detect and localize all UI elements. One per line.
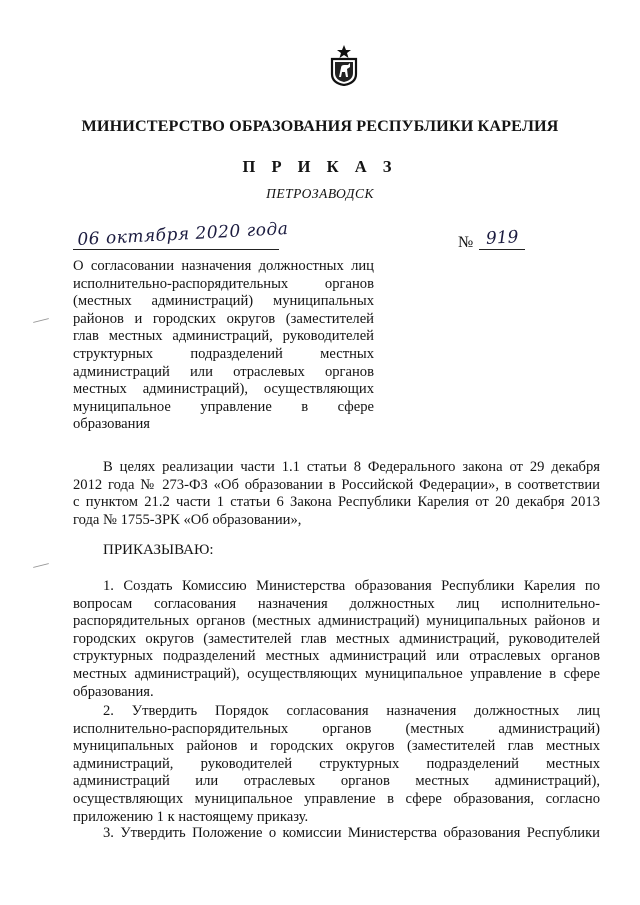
paragraph-line: 2012 года № 273-ФЗ «Об образовании в Российской Федерации», в соответствии — [73, 476, 600, 493]
paragraph-line: В целях реализации части 1.1 статьи 8 Федерального закона от 29 декабря — [103, 459, 600, 475]
decree-heading: ПРИКАЗЫВАЮ: — [103, 542, 214, 558]
subject-line: глав местных администраций, руководителей — [73, 328, 374, 345]
paragraph-line: с пунктом 21.2 части 1 статьи 6 Закона Республики Карелия от 20 декабря 2013 — [73, 494, 600, 511]
paragraph-line: образования. — [73, 683, 154, 700]
preamble-paragraph — [73, 459, 600, 529]
paragraph-line: исполнительно-распорядительных органов (местных администраций) — [73, 720, 600, 737]
ministry-title: МИНИСТЕРСТВО ОБРАЗОВАНИЯ РЕСПУБЛИКИ КАРЕЛИЯ — [81, 117, 559, 135]
paragraph-line: городских округов (заместителей глав местных администраций, руководителей — [73, 630, 600, 647]
paragraph-line: осуществляющих муниципальное управление в сфере образования, согласно — [73, 790, 600, 807]
subject-line: муниципальное управление в сфере — [73, 398, 374, 415]
subject-line: О согласовании назначения должностных лиц — [73, 258, 374, 274]
subject-line: структурных подразделений местных — [73, 345, 374, 362]
subject-block — [73, 258, 374, 434]
subject-line: местных администраций), осуществляющих — [73, 381, 374, 398]
paragraph-line: местных администраций), осуществляющих муниципальное управление в сфере — [73, 665, 600, 682]
number-label: № — [458, 234, 474, 251]
paragraph-line: распорядительных органов (местных администраций) муниципальных районов и — [73, 613, 600, 630]
paragraph-line: года № 1755-ЗРК «Об образовании», — [73, 511, 302, 528]
subject-line: районов и городских округов (заместителей — [73, 310, 374, 327]
paragraph-line: 3. Утвердить Положение о комиссии Министерства образования Республики — [103, 825, 600, 841]
number-handwritten: 919 — [485, 227, 519, 249]
paragraph-line: администраций или отраслевых органов местных администраций), — [73, 773, 600, 790]
item-3-paragraph — [73, 825, 600, 843]
paragraph-line: администраций, руководителей структурных подразделений местных — [73, 755, 600, 772]
paragraph-line: муниципальных районов и городских округов (заместителей глав местных — [73, 738, 600, 755]
date-underline — [73, 249, 279, 250]
subject-line: исполнительно-распорядительных органов — [73, 275, 374, 292]
subject-line: администраций или отраслевых органов — [73, 363, 374, 380]
item-1-paragraph — [73, 578, 600, 701]
paragraph-line: 1. Создать Комиссию Министерства образования Республики Карелия по — [103, 578, 600, 594]
number-underline — [479, 249, 525, 250]
paragraph-line: вопросам согласования назначения должностных лиц исполнительно- — [73, 595, 600, 612]
document-type: П Р И К А З — [242, 157, 398, 176]
paragraph-line: приложению 1 к настоящему приказу. — [73, 808, 309, 825]
subject-line: образования — [73, 416, 150, 433]
item-2-paragraph — [73, 703, 600, 826]
paragraph-line: 2. Утвердить Порядок согласования назначения должностных лиц — [103, 703, 600, 719]
paragraph-line: структурных подразделений местных администраций или отраслевых органов — [73, 648, 600, 665]
city-name: ПЕТРОЗАВОДСК — [266, 186, 374, 201]
date-handwritten: 06 октября 2020 года — [76, 218, 289, 250]
subject-line: (местных администраций) муниципальных — [73, 293, 374, 310]
coat-of-arms-icon — [329, 44, 359, 86]
scan-margin-mark — [33, 563, 49, 568]
scan-margin-mark — [33, 318, 49, 323]
